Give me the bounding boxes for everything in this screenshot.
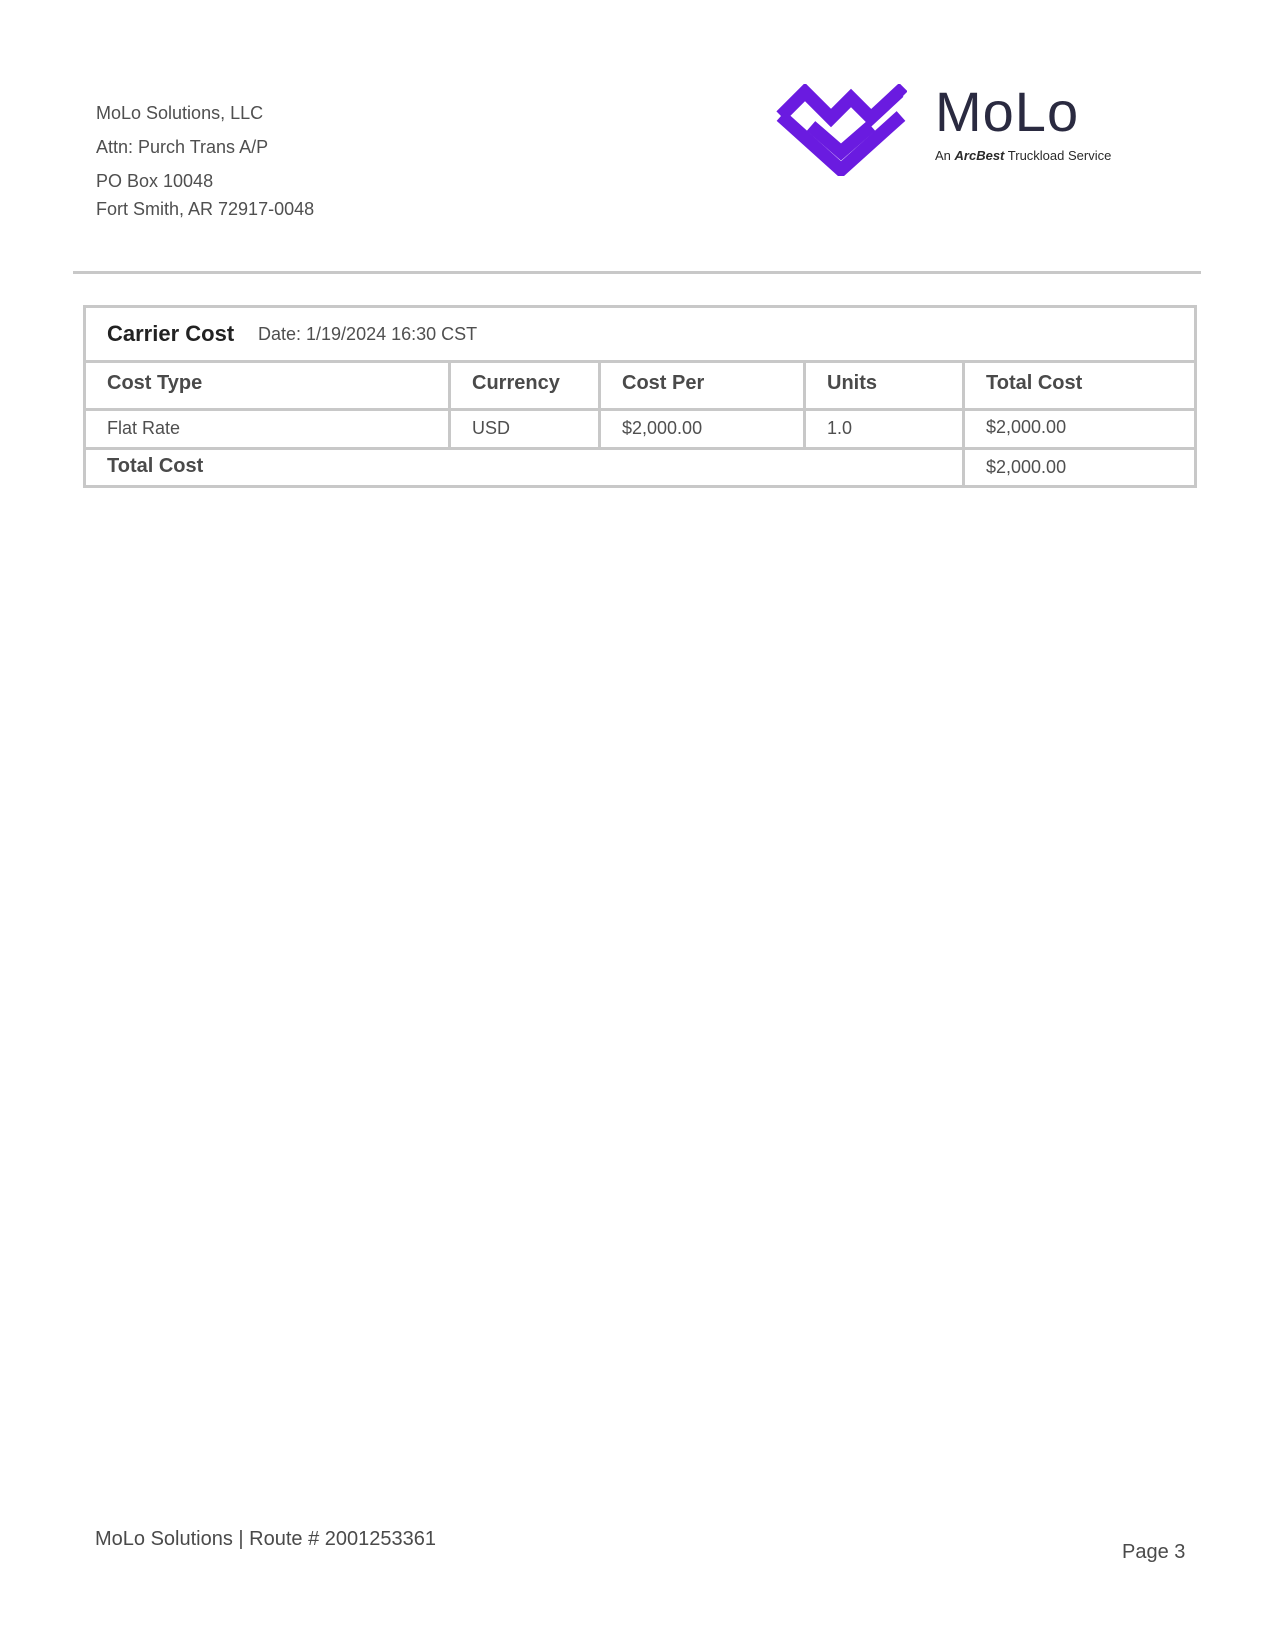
- carrier-cost-title: Carrier Cost: [107, 321, 235, 346]
- cell-total-cost: $2,000.00: [986, 417, 1067, 437]
- column-header-currency: Currency: [472, 372, 560, 394]
- table-divider: [86, 447, 1194, 450]
- column-divider: [803, 360, 806, 447]
- column-header-cost-type: Cost Type: [107, 372, 203, 394]
- column-divider: [598, 360, 601, 447]
- carrier-cost-table: [83, 305, 1197, 488]
- tagline-brand: ArcBest: [954, 148, 1005, 163]
- header-divider: [73, 271, 1201, 274]
- column-header-total-cost: Total Cost: [986, 372, 1083, 394]
- table-divider: [86, 408, 1194, 411]
- cell-currency: USD: [472, 418, 511, 438]
- molo-logo: [775, 80, 1155, 176]
- logo-tagline: [935, 148, 1111, 163]
- logo-wordmark: MoLo: [935, 80, 1080, 143]
- po-box-line: PO Box 10048: [96, 171, 214, 191]
- column-divider: [448, 360, 451, 447]
- tagline-prefix: An: [935, 148, 951, 163]
- cell-cost-per: $2,000.00: [622, 418, 703, 438]
- company-name: MoLo Solutions, LLC: [96, 103, 264, 123]
- column-header-units: Units: [827, 372, 877, 394]
- attention-line: Attn: Purch Trans A/P: [96, 137, 269, 157]
- total-cost-value: $2,000.00: [986, 457, 1067, 477]
- total-cost-label: Total Cost: [107, 455, 204, 477]
- molo-chevron-logo-icon: [775, 84, 907, 176]
- cell-cost-type: Flat Rate: [107, 418, 181, 438]
- footer-route: MoLo Solutions | Route # 2001253361: [95, 1528, 437, 1550]
- column-divider: [962, 360, 965, 486]
- table-divider: [86, 360, 1194, 363]
- city-state-zip-line: Fort Smith, AR 72917-0048: [96, 199, 315, 219]
- carrier-cost-date: Date: 1/19/2024 16:30 CST: [258, 324, 478, 344]
- column-header-cost-per: Cost Per: [622, 372, 705, 394]
- tagline-suffix: Truckload Service: [1007, 148, 1112, 163]
- cell-units: 1.0: [827, 418, 853, 438]
- page-number: Page 3: [1122, 1541, 1186, 1563]
